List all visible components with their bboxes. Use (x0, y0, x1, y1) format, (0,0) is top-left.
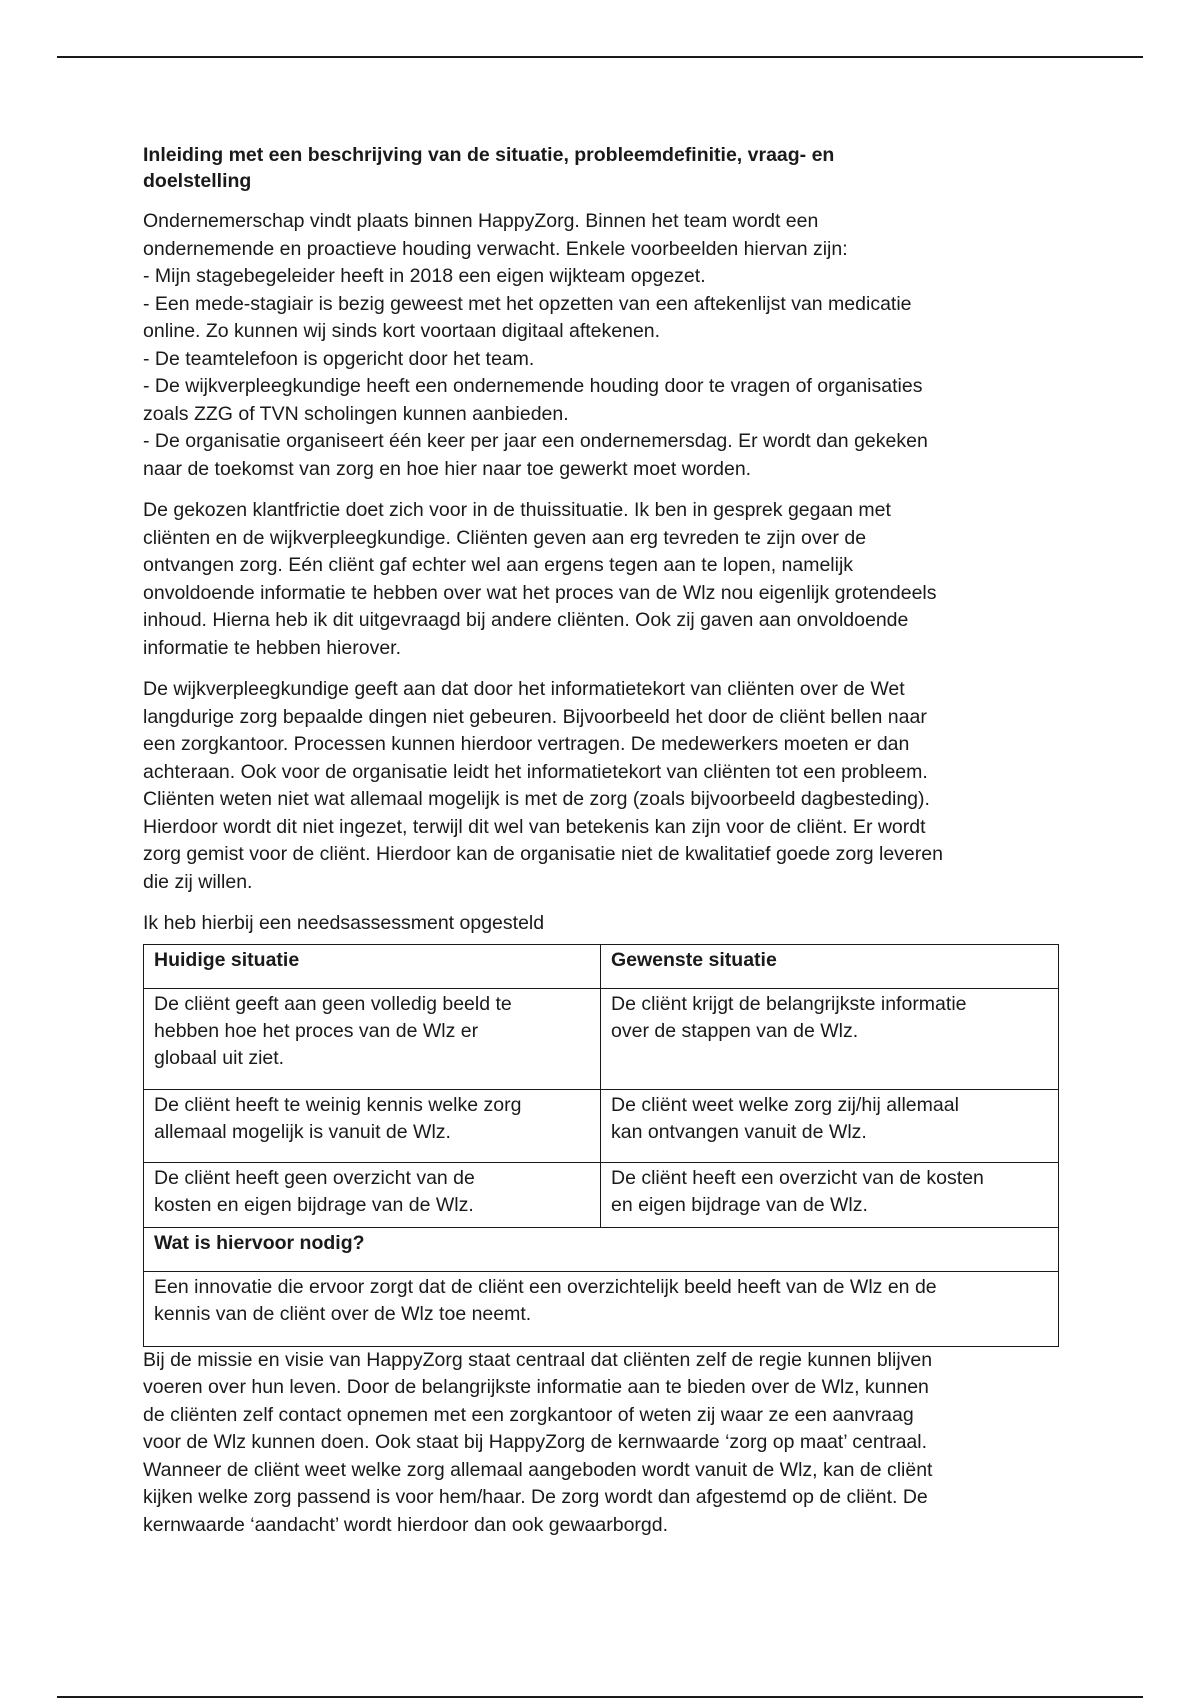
text-line: zorg gemist voor de cliënt. Hierdoor kan de organisatie niet de kwalitatief goede zorg leveren (143, 843, 943, 865)
cell-line: allemaal mogelijk is vanuit de Wlz. (154, 1120, 451, 1143)
needs-intro (143, 910, 1063, 938)
text-line: die zij willen. (143, 870, 253, 893)
table-row-need-header (144, 1227, 1059, 1271)
cell-line: De cliënt geeft aan geen volledig beeld te (154, 992, 512, 1015)
cell-line: kan ontvangen vanuit de Wlz. (611, 1120, 867, 1143)
table-cell-desired (601, 1162, 1059, 1227)
text-line: Cliënten weten niet wat allemaal mogelijk is met de zorg (zoals bijvoorbeeld dagbesteding). (143, 788, 930, 810)
text-line: - Mijn stagebegeleider heeft in 2018 een eigen wijkteam opgezet. (143, 265, 706, 287)
table-row (144, 1089, 1059, 1162)
table-header-row (144, 944, 1059, 988)
section-heading (143, 142, 1063, 194)
table-header-desired: Gewenste situatie (601, 944, 1059, 988)
text-line: langdurige zorg bepaalde dingen niet gebeuren. Bijvoorbeeld het door de cliënt bellen naar (143, 705, 927, 728)
table-cell-current (144, 1089, 601, 1162)
text-line: online. Zo kunnen wij sinds kort voortaan digitaal aftekenen. (143, 320, 661, 342)
table-cell-current (144, 988, 601, 1089)
table-cell-desired (601, 988, 1059, 1089)
intro-paragraph (143, 208, 1063, 483)
mission-paragraph (143, 1347, 1063, 1540)
text-line: informatie te hebben hierover. (143, 636, 401, 659)
heading-line: doelstelling (143, 170, 252, 192)
text-line: ondernemende en proactieve houding verwacht. Enkele voorbeelden hiervan zijn: (143, 237, 848, 260)
text-line: kernwaarde ‘aandacht’ wordt hierdoor dan ook gewaarborgd. (143, 1513, 669, 1536)
text-line: De wijkverpleegkundige geeft aan dat door het informatietekort van cliënten over de Wet (143, 678, 905, 700)
text-line: naar de toekomst van zorg en hoe hier naar toe gewerkt moet worden. (143, 457, 752, 480)
table-cell-current (144, 1162, 601, 1227)
needs-assessment-table (143, 944, 1059, 1347)
cell-line: kosten en eigen bijdrage van de Wlz. (154, 1193, 474, 1216)
text-line: ontvangen zorg. Eén cliënt gaf echter wel aan ergens tegen aan te lopen, namelijk (143, 554, 854, 576)
table-cell-desired (601, 1089, 1059, 1162)
text-line: een zorgkantoor. Processen kunnen hierdoor vertragen. De medewerkers moeten er dan (143, 733, 910, 755)
text-line: Wanneer de cliënt weet welke zorg allemaal aangeboden wordt vanuit de Wlz, kan de cliënt (143, 1458, 933, 1481)
text-line: - De wijkverpleegkundige heeft een ondernemende houding door te vragen of organisaties (143, 375, 923, 397)
text-line: voeren over hun leven. Door de belangrijkste informatie aan te bieden over de Wlz, kunnen (143, 1376, 929, 1398)
heading-line: Inleiding met een beschrijving van de situatie, probleemdefinitie, vraag- en (143, 144, 835, 166)
text-line: Bij de missie en visie van HappyZorg staat centraal dat cliënten zelf de regie kunnen blijven (143, 1348, 933, 1371)
cell-line: kennis van de cliënt over de Wlz toe neemt. (154, 1302, 532, 1325)
need-cell (144, 1271, 1059, 1346)
cell-line: De cliënt heeft te weinig kennis welke zorg (154, 1093, 522, 1116)
text-line: Ik heb hierbij een needsassessment opgesteld (143, 912, 545, 934)
footer-rule (57, 1696, 1143, 1698)
cell-line: hebben hoe het proces van de Wlz er (154, 1019, 479, 1042)
cell-line: De cliënt heeft geen overzicht van de (154, 1166, 475, 1189)
text-line: - Een mede-stagiair is bezig geweest met het opzetten van een aftekenlijst van medicatie (143, 292, 912, 315)
text-line: De gekozen klantfrictie doet zich voor in de thuissituatie. Ik ben in gesprek gegaan met (143, 499, 891, 521)
text-line: kijken welke zorg passend is voor hem/haar. De zorg wordt dan afgestemd op de cliënt. De (143, 1486, 928, 1508)
friction-paragraph (143, 497, 1063, 662)
cell-line: globaal uit ziet. (154, 1046, 285, 1069)
text-line: zoals ZZG of TVN scholingen kunnen aanbieden. (143, 402, 569, 425)
cell-line: over de stappen van de Wlz. (611, 1019, 859, 1042)
text-line: achteraan. Ook voor de organisatie leidt het informatietekort van cliënten tot een probleem. (143, 760, 928, 783)
text-line: cliënten en de wijkverpleegkundige. Cliënten geven aan erg tevreden te zijn over de (143, 526, 867, 549)
table-header-current: Huidige situatie (144, 944, 601, 988)
text-line: de cliënten zelf contact opnemen met een zorgkantoor of weten zij waar ze een aanvraag (143, 1403, 914, 1426)
cell-line: De cliënt heeft een overzicht van de kosten (611, 1166, 984, 1189)
text-line: - De teamtelefoon is opgericht door het team. (143, 347, 535, 370)
text-line: voor de Wlz kunnen doen. Ook staat bij HappyZorg de kernwaarde ‘zorg op maat’ centraal. (143, 1431, 928, 1453)
table-row (144, 1162, 1059, 1227)
table-row (144, 988, 1059, 1089)
text-line: inhoud. Hierna heb ik dit uitgevraagd bij andere cliënten. Ook zij gaven aan onvoldoende (143, 609, 909, 631)
text-line: Hierdoor wordt dit niet ingezet, terwijl dit wel van betekenis kan zijn voor de cliënt. Er wordt (143, 815, 926, 838)
text-line: - De organisatie organiseert één keer per jaar een ondernemersdag. Er wordt dan gekeken (143, 430, 928, 452)
text-line: Ondernemerschap vindt plaats binnen HappyZorg. Binnen het team wordt een (143, 210, 819, 232)
cell-line: Een innovatie die ervoor zorgt dat de cliënt een overzichtelijk beeld heeft van de Wlz en de (154, 1275, 937, 1298)
cell-line: De cliënt krijgt de belangrijkste informatie (611, 992, 967, 1015)
cell-line: en eigen bijdrage van de Wlz. (611, 1193, 868, 1216)
table-row-need (144, 1271, 1059, 1346)
header-rule (57, 56, 1143, 58)
text-line: onvoldoende informatie te hebben over wat het proces van de Wlz nou eigenlijk grotendeels (143, 581, 937, 604)
cell-line: De cliënt weet welke zorg zij/hij allemaal (611, 1093, 959, 1116)
document-body (143, 142, 1063, 1553)
nurse-paragraph (143, 676, 1063, 896)
need-header: Wat is hiervoor nodig? (144, 1227, 1059, 1271)
